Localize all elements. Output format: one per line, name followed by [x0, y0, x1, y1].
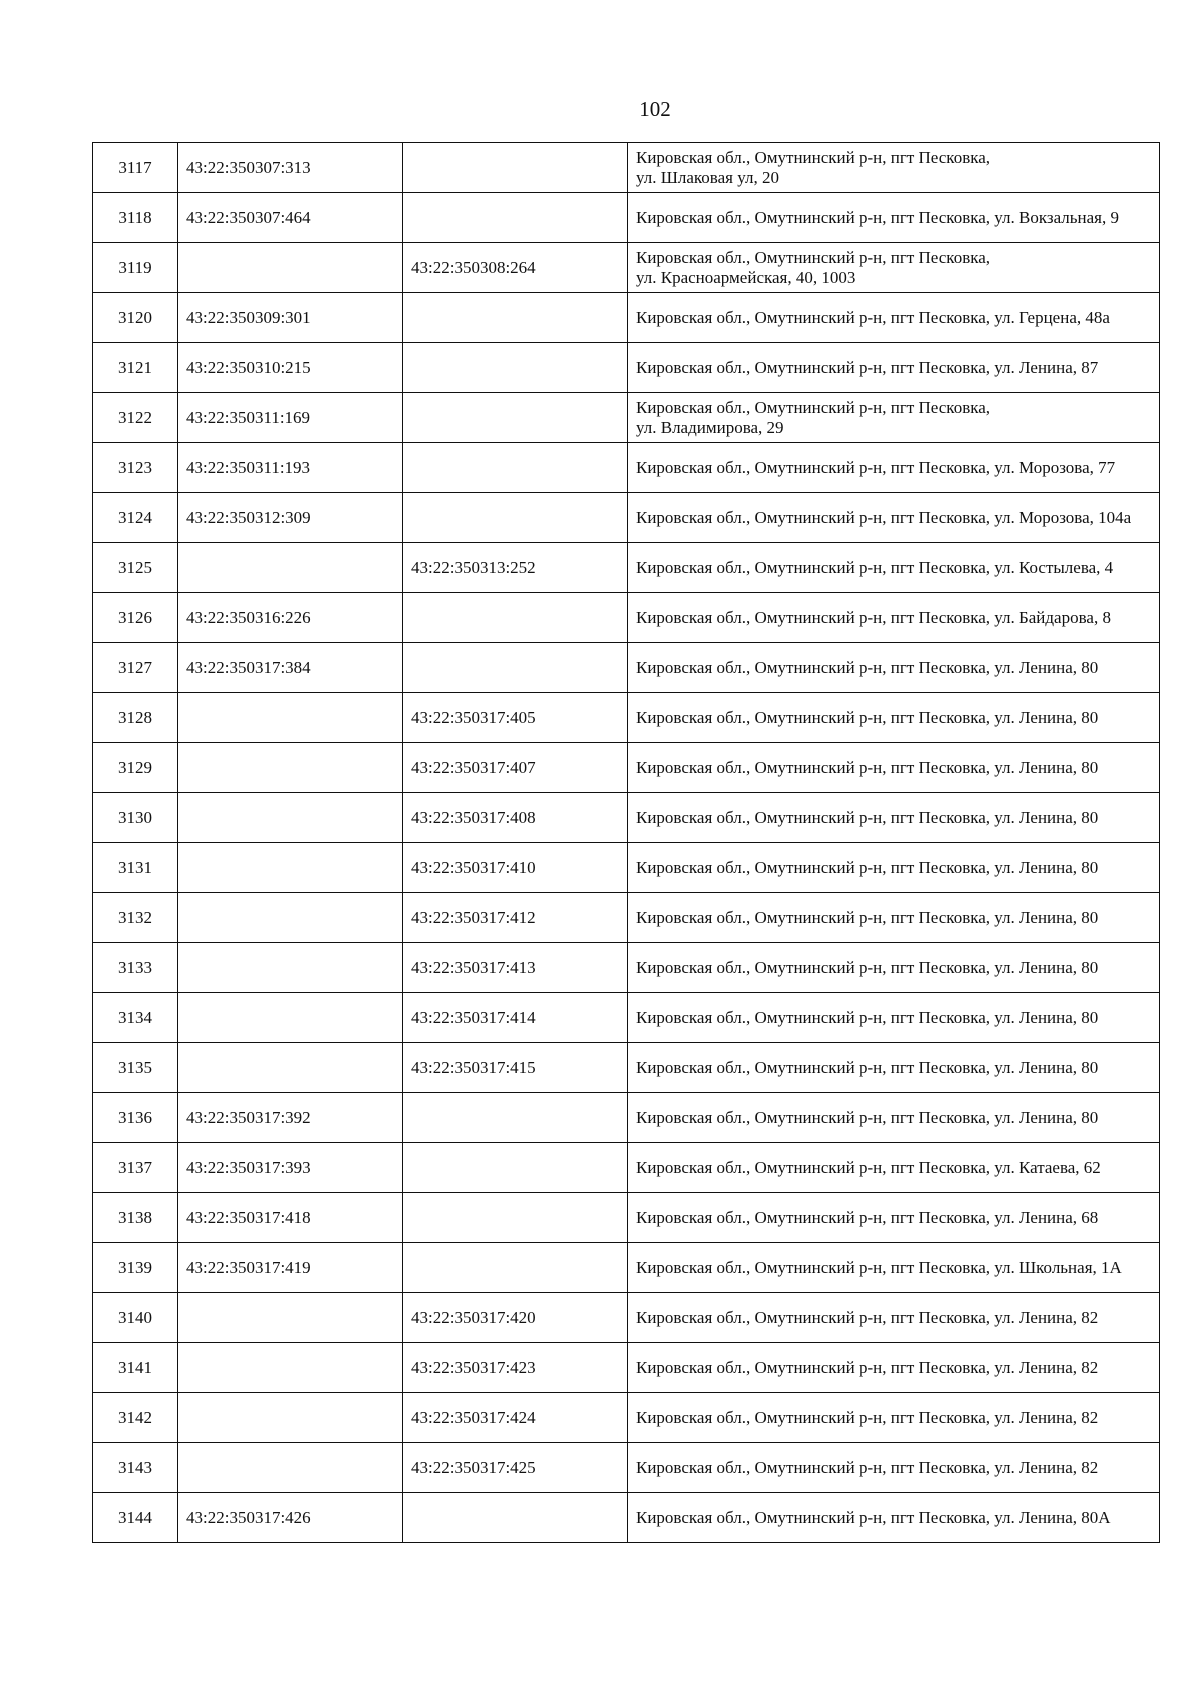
land-cadastral-number-cell [178, 693, 403, 743]
table-row [93, 293, 1160, 343]
address-line: Кировская обл., Омутнинский р-н, пгт Песковка, [636, 247, 991, 267]
table-row [93, 1393, 1160, 1443]
row-number-cell: 3144 [93, 1493, 178, 1543]
row-number-cell: 3122 [93, 393, 178, 443]
table-row [93, 1493, 1160, 1543]
building-cadastral-number-cell [403, 1493, 628, 1543]
land-cadastral-number-cell: 43:22:350317:393 [178, 1143, 403, 1193]
row-number-cell: 3130 [93, 793, 178, 843]
table-row [93, 693, 1160, 743]
address-cell [628, 1193, 1160, 1243]
address-cell [628, 793, 1160, 843]
address-cell [628, 343, 1160, 393]
address-cell [628, 1343, 1160, 1393]
land-cadastral-number-cell [178, 1443, 403, 1493]
building-cadastral-number-cell [403, 443, 628, 493]
row-number-cell: 3123 [93, 443, 178, 493]
row-number-cell: 3128 [93, 693, 178, 743]
table-row [93, 1243, 1160, 1293]
address-line: Кировская обл., Омутнинский р-н, пгт Песковка, ул. Морозова, 104а [636, 507, 1132, 527]
table-row [93, 543, 1160, 593]
building-cadastral-number-cell [403, 143, 628, 193]
building-cadastral-number-cell: 43:22:350317:414 [403, 993, 628, 1043]
address-line: Кировская обл., Омутнинский р-н, пгт Песковка, ул. Ленина, 82 [636, 1357, 1099, 1377]
building-cadastral-number-cell: 43:22:350317:405 [403, 693, 628, 743]
table-row [93, 443, 1160, 493]
row-number-cell: 3137 [93, 1143, 178, 1193]
land-cadastral-number-cell: 43:22:350316:226 [178, 593, 403, 643]
address-line: Кировская обл., Омутнинский р-н, пгт Песковка, [636, 397, 991, 417]
row-number-cell: 3124 [93, 493, 178, 543]
address-line: Кировская обл., Омутнинский р-н, пгт Песковка, ул. Ленина, 80 [636, 1007, 1099, 1027]
address-line: Кировская обл., Омутнинский р-н, пгт Песковка, ул. Ленина, 80 [636, 1057, 1099, 1077]
building-cadastral-number-cell: 43:22:350317:412 [403, 893, 628, 943]
address-cell [628, 543, 1160, 593]
address-cell [628, 243, 1160, 293]
row-number-cell: 3121 [93, 343, 178, 393]
building-cadastral-number-cell: 43:22:350317:408 [403, 793, 628, 843]
row-number-cell: 3143 [93, 1443, 178, 1493]
table-row [93, 1143, 1160, 1193]
row-number-cell: 3120 [93, 293, 178, 343]
table-row [93, 493, 1160, 543]
address-cell [628, 1493, 1160, 1543]
land-cadastral-number-cell: 43:22:350309:301 [178, 293, 403, 343]
building-cadastral-number-cell [403, 293, 628, 343]
row-number-cell: 3131 [93, 843, 178, 893]
address-cell [628, 1243, 1160, 1293]
building-cadastral-number-cell [403, 193, 628, 243]
row-number-cell: 3132 [93, 893, 178, 943]
building-cadastral-number-cell: 43:22:350317:415 [403, 1043, 628, 1093]
address-cell [628, 993, 1160, 1043]
land-cadastral-number-cell: 43:22:350317:419 [178, 1243, 403, 1293]
land-cadastral-number-cell: 43:22:350311:169 [178, 393, 403, 443]
row-number-cell: 3125 [93, 543, 178, 593]
address-line: Кировская обл., Омутнинский р-н, пгт Песковка, ул. Ленина, 80А [636, 1507, 1111, 1527]
row-number-cell: 3138 [93, 1193, 178, 1243]
row-number-cell: 3142 [93, 1393, 178, 1443]
address-line: Кировская обл., Омутнинский р-н, пгт Песковка, ул. Ленина, 82 [636, 1457, 1099, 1477]
land-cadastral-number-cell [178, 1293, 403, 1343]
land-cadastral-number-cell [178, 743, 403, 793]
address-cell [628, 193, 1160, 243]
building-cadastral-number-cell: 43:22:350317:425 [403, 1443, 628, 1493]
building-cadastral-number-cell: 43:22:350317:407 [403, 743, 628, 793]
building-cadastral-number-cell [403, 593, 628, 643]
address-cell [628, 443, 1160, 493]
row-number-cell: 3140 [93, 1293, 178, 1343]
land-cadastral-number-cell: 43:22:350307:464 [178, 193, 403, 243]
row-number-cell: 3129 [93, 743, 178, 793]
row-number-cell: 3136 [93, 1093, 178, 1143]
address-cell [628, 143, 1160, 193]
table-row [93, 793, 1160, 843]
land-cadastral-number-cell [178, 543, 403, 593]
land-cadastral-number-cell [178, 943, 403, 993]
address-line: ул. Владимирова, 29 [636, 417, 784, 437]
land-cadastral-number-cell [178, 793, 403, 843]
building-cadastral-number-cell [403, 643, 628, 693]
table-row [93, 143, 1160, 193]
address-cell [628, 1043, 1160, 1093]
building-cadastral-number-cell [403, 1243, 628, 1293]
address-cell [628, 643, 1160, 693]
address-line: Кировская обл., Омутнинский р-н, пгт Песковка, ул. Байдарова, 8 [636, 607, 1111, 627]
address-line: Кировская обл., Омутнинский р-н, пгт Песковка, ул. Ленина, 68 [636, 1207, 1099, 1227]
address-line: ул. Шлаковая ул, 20 [636, 167, 779, 187]
table-row [93, 893, 1160, 943]
table-row [93, 943, 1160, 993]
address-cell [628, 493, 1160, 543]
land-cadastral-number-cell [178, 1043, 403, 1093]
row-number-cell: 3117 [93, 143, 178, 193]
address-cell [628, 1393, 1160, 1443]
address-line: Кировская обл., Омутнинский р-н, пгт Песковка, ул. Герцена, 48а [636, 307, 1110, 327]
row-number-cell: 3118 [93, 193, 178, 243]
table-row [93, 1293, 1160, 1343]
table-row [93, 193, 1160, 243]
address-cell [628, 1093, 1160, 1143]
address-line: Кировская обл., Омутнинский р-н, пгт Песковка, ул. Ленина, 80 [636, 757, 1099, 777]
address-line: Кировская обл., Омутнинский р-н, пгт Песковка, ул. Ленина, 80 [636, 1107, 1099, 1127]
address-line: Кировская обл., Омутнинский р-н, пгт Песковка, ул. Ленина, 80 [636, 907, 1099, 927]
table-row [93, 243, 1160, 293]
land-cadastral-number-cell [178, 1343, 403, 1393]
registry-table [92, 142, 1160, 1543]
address-line: Кировская обл., Омутнинский р-н, пгт Песковка, ул. Ленина, 87 [636, 357, 1099, 377]
row-number-cell: 3135 [93, 1043, 178, 1093]
address-cell [628, 943, 1160, 993]
registry-table-body [93, 143, 1160, 1543]
address-cell [628, 393, 1160, 443]
address-line: Кировская обл., Омутнинский р-н, пгт Песковка, ул. Ленина, 80 [636, 807, 1099, 827]
building-cadastral-number-cell [403, 343, 628, 393]
building-cadastral-number-cell: 43:22:350317:413 [403, 943, 628, 993]
table-row [93, 1343, 1160, 1393]
land-cadastral-number-cell: 43:22:350310:215 [178, 343, 403, 393]
row-number-cell: 3134 [93, 993, 178, 1043]
land-cadastral-number-cell: 43:22:350317:426 [178, 1493, 403, 1543]
row-number-cell: 3127 [93, 643, 178, 693]
address-line: Кировская обл., Омутнинский р-н, пгт Песковка, [636, 147, 991, 167]
land-cadastral-number-cell: 43:22:350317:384 [178, 643, 403, 693]
address-cell [628, 293, 1160, 343]
table-row [93, 843, 1160, 893]
address-cell [628, 693, 1160, 743]
table-row [93, 343, 1160, 393]
row-number-cell: 3126 [93, 593, 178, 643]
address-cell [628, 743, 1160, 793]
land-cadastral-number-cell: 43:22:350317:418 [178, 1193, 403, 1243]
land-cadastral-number-cell [178, 243, 403, 293]
land-cadastral-number-cell: 43:22:350311:193 [178, 443, 403, 493]
land-cadastral-number-cell [178, 893, 403, 943]
address-line: Кировская обл., Омутнинский р-н, пгт Песковка, ул. Ленина, 80 [636, 707, 1099, 727]
table-row [93, 643, 1160, 693]
table-row [93, 993, 1160, 1043]
building-cadastral-number-cell: 43:22:350317:410 [403, 843, 628, 893]
building-cadastral-number-cell: 43:22:350313:252 [403, 543, 628, 593]
building-cadastral-number-cell [403, 1143, 628, 1193]
table-row [93, 593, 1160, 643]
building-cadastral-number-cell: 43:22:350317:424 [403, 1393, 628, 1443]
row-number-cell: 3133 [93, 943, 178, 993]
table-row [93, 1093, 1160, 1143]
land-cadastral-number-cell: 43:22:350317:392 [178, 1093, 403, 1143]
address-cell [628, 893, 1160, 943]
address-cell [628, 1443, 1160, 1493]
address-line: Кировская обл., Омутнинский р-н, пгт Песковка, ул. Ленина, 82 [636, 1307, 1099, 1327]
address-line: Кировская обл., Омутнинский р-н, пгт Песковка, ул. Костылева, 4 [636, 557, 1114, 577]
row-number-cell: 3141 [93, 1343, 178, 1393]
table-row [93, 743, 1160, 793]
table-row [93, 1193, 1160, 1243]
land-cadastral-number-cell [178, 843, 403, 893]
building-cadastral-number-cell [403, 1193, 628, 1243]
address-cell [628, 1293, 1160, 1343]
address-cell [628, 843, 1160, 893]
land-cadastral-number-cell [178, 1393, 403, 1443]
address-line: ул. Красноармейская, 40, 1003 [636, 267, 856, 287]
page-number: 102 [639, 97, 671, 121]
address-line: Кировская обл., Омутнинский р-н, пгт Песковка, ул. Вокзальная, 9 [636, 207, 1119, 227]
address-line: Кировская обл., Омутнинский р-н, пгт Песковка, ул. Морозова, 77 [636, 457, 1116, 477]
building-cadastral-number-cell: 43:22:350308:264 [403, 243, 628, 293]
address-cell [628, 593, 1160, 643]
address-line: Кировская обл., Омутнинский р-н, пгт Песковка, ул. Ленина, 82 [636, 1407, 1099, 1427]
address-cell [628, 1143, 1160, 1193]
land-cadastral-number-cell [178, 993, 403, 1043]
building-cadastral-number-cell [403, 1093, 628, 1143]
table-row [93, 1043, 1160, 1093]
address-line: Кировская обл., Омутнинский р-н, пгт Песковка, ул. Школьная, 1А [636, 1257, 1122, 1277]
land-cadastral-number-cell: 43:22:350312:309 [178, 493, 403, 543]
building-cadastral-number-cell [403, 393, 628, 443]
row-number-cell: 3119 [93, 243, 178, 293]
building-cadastral-number-cell [403, 493, 628, 543]
table-row [93, 1443, 1160, 1493]
building-cadastral-number-cell: 43:22:350317:420 [403, 1293, 628, 1343]
address-line: Кировская обл., Омутнинский р-н, пгт Песковка, ул. Ленина, 80 [636, 957, 1099, 977]
row-number-cell: 3139 [93, 1243, 178, 1293]
land-cadastral-number-cell: 43:22:350307:313 [178, 143, 403, 193]
building-cadastral-number-cell: 43:22:350317:423 [403, 1343, 628, 1393]
address-line: Кировская обл., Омутнинский р-н, пгт Песковка, ул. Ленина, 80 [636, 657, 1099, 677]
table-row [93, 393, 1160, 443]
address-line: Кировская обл., Омутнинский р-н, пгт Песковка, ул. Катаева, 62 [636, 1157, 1101, 1177]
address-line: Кировская обл., Омутнинский р-н, пгт Песковка, ул. Ленина, 80 [636, 857, 1099, 877]
